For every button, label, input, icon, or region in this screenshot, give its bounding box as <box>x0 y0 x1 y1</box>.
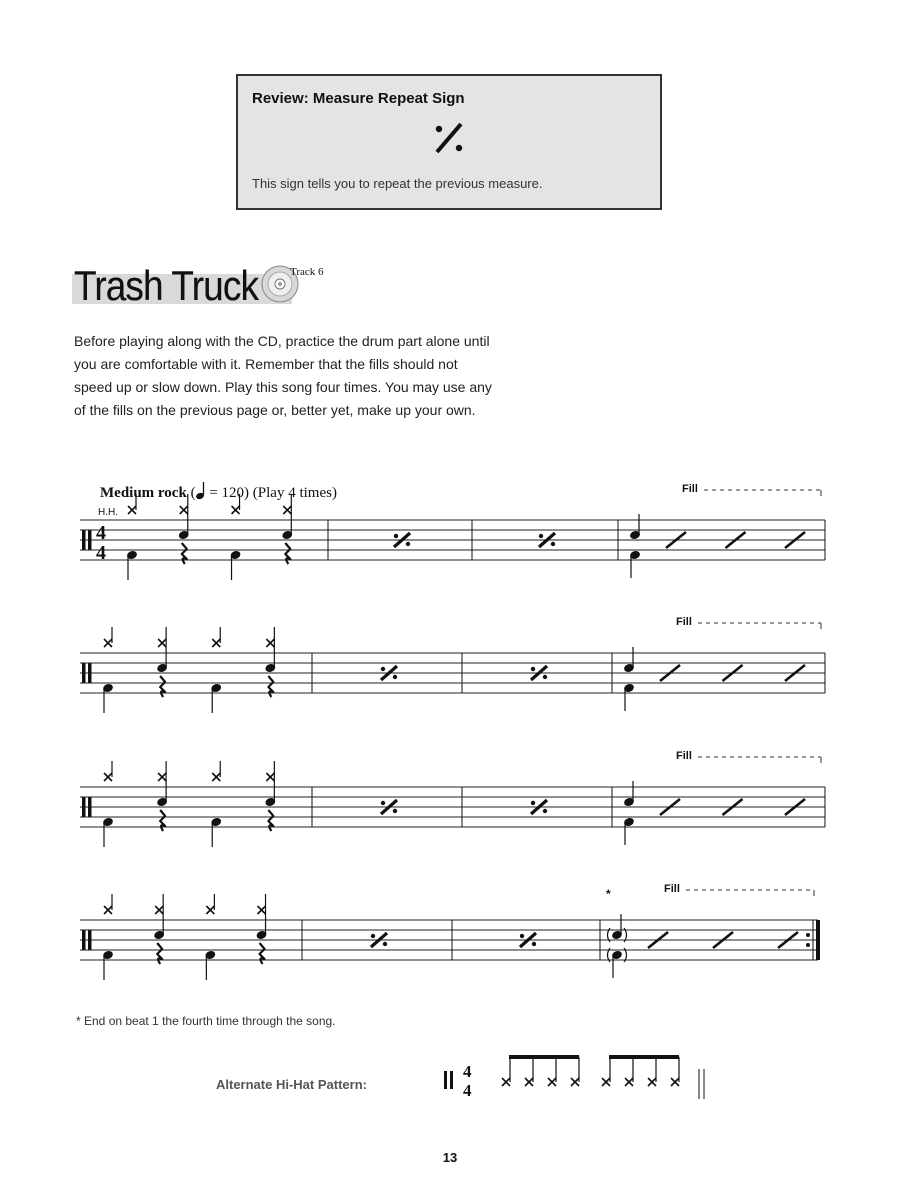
footnote: * End on beat 1 the fourth time through the song. <box>76 1014 336 1028</box>
tempo-bpm: = 120) <box>209 485 250 501</box>
repeat-dot <box>806 943 810 947</box>
intro-line: Before playing along with the CD, practice the drum part alone until <box>74 333 490 349</box>
song-title: Trash Truck <box>74 262 259 309</box>
percussion-clef <box>444 1071 447 1089</box>
hihat-label: H.H. <box>98 507 118 518</box>
fill-label: Fill <box>676 750 692 762</box>
intro-line: speed up or slow down. Play this song four times. You may use any <box>74 379 492 395</box>
percussion-clef <box>88 663 92 683</box>
quarter-rest <box>182 543 187 564</box>
quarter-rest <box>157 943 162 964</box>
measure-repeat-dot <box>371 934 375 938</box>
measure-repeat-dot <box>393 675 397 679</box>
measure-repeat-dot <box>539 534 543 538</box>
measure-repeat-dot <box>543 809 547 813</box>
percussion-clef <box>88 797 92 817</box>
tempo-style: Medium rock <box>100 485 187 501</box>
quarter-rest <box>268 676 273 697</box>
track-label: Track 6 <box>290 266 324 278</box>
measure-repeat-dot <box>531 667 535 671</box>
measure-repeat-dot <box>551 542 555 546</box>
tempo-open-paren: ( <box>190 485 196 501</box>
percussion-clef <box>82 930 86 950</box>
page-number: 13 <box>442 1150 458 1165</box>
measure-repeat-dot <box>531 801 535 805</box>
quarter-rest <box>160 810 165 831</box>
measure-repeat-dot <box>381 801 385 805</box>
end-repeat-barline <box>816 920 820 960</box>
intro-line: you are comfortable with it. Remember that the fills should not <box>74 356 458 372</box>
percussion-clef <box>82 663 86 683</box>
repeat-dot <box>806 933 810 937</box>
measure-repeat-dot <box>532 942 536 946</box>
quarter-rest <box>285 543 290 564</box>
fill-label: Fill <box>664 883 680 895</box>
time-signature-top: 4 <box>96 522 106 544</box>
fill-label: Fill <box>676 616 692 628</box>
measure-repeat-dot <box>520 934 524 938</box>
beam <box>509 1055 579 1059</box>
quarter-rest <box>268 810 273 831</box>
percussion-clef <box>450 1071 453 1089</box>
measure-repeat-dot <box>394 534 398 538</box>
measure-repeat-dot <box>383 942 387 946</box>
measure-repeat-dot <box>543 675 547 679</box>
percussion-clef <box>82 797 86 817</box>
measure-repeat-dot <box>381 667 385 671</box>
alternate-hihat-label: Alternate Hi-Hat Pattern: <box>216 1077 367 1092</box>
review-text: This sign tells you to repeat the previous measure. <box>252 176 543 191</box>
percussion-clef <box>82 530 86 550</box>
tempo-repeat-note: (Play 4 times) <box>252 485 337 501</box>
fill-label: Fill <box>682 483 698 495</box>
time-signature-bottom: 4 <box>463 1081 472 1100</box>
percussion-clef <box>88 930 92 950</box>
time-signature-top: 4 <box>463 1062 472 1081</box>
review-title: Review: Measure Repeat Sign <box>252 90 465 107</box>
time-signature-bottom: 4 <box>96 542 106 564</box>
intro-line: of the fills on the previous page or, better yet, make up your own. <box>74 402 476 418</box>
measure-repeat-dot <box>393 809 397 813</box>
footnote-marker: * <box>606 887 611 901</box>
quarter-rest <box>160 676 165 697</box>
percussion-clef <box>88 530 92 550</box>
quarter-rest <box>260 943 265 964</box>
beam <box>609 1055 679 1059</box>
measure-repeat-dot <box>406 542 410 546</box>
